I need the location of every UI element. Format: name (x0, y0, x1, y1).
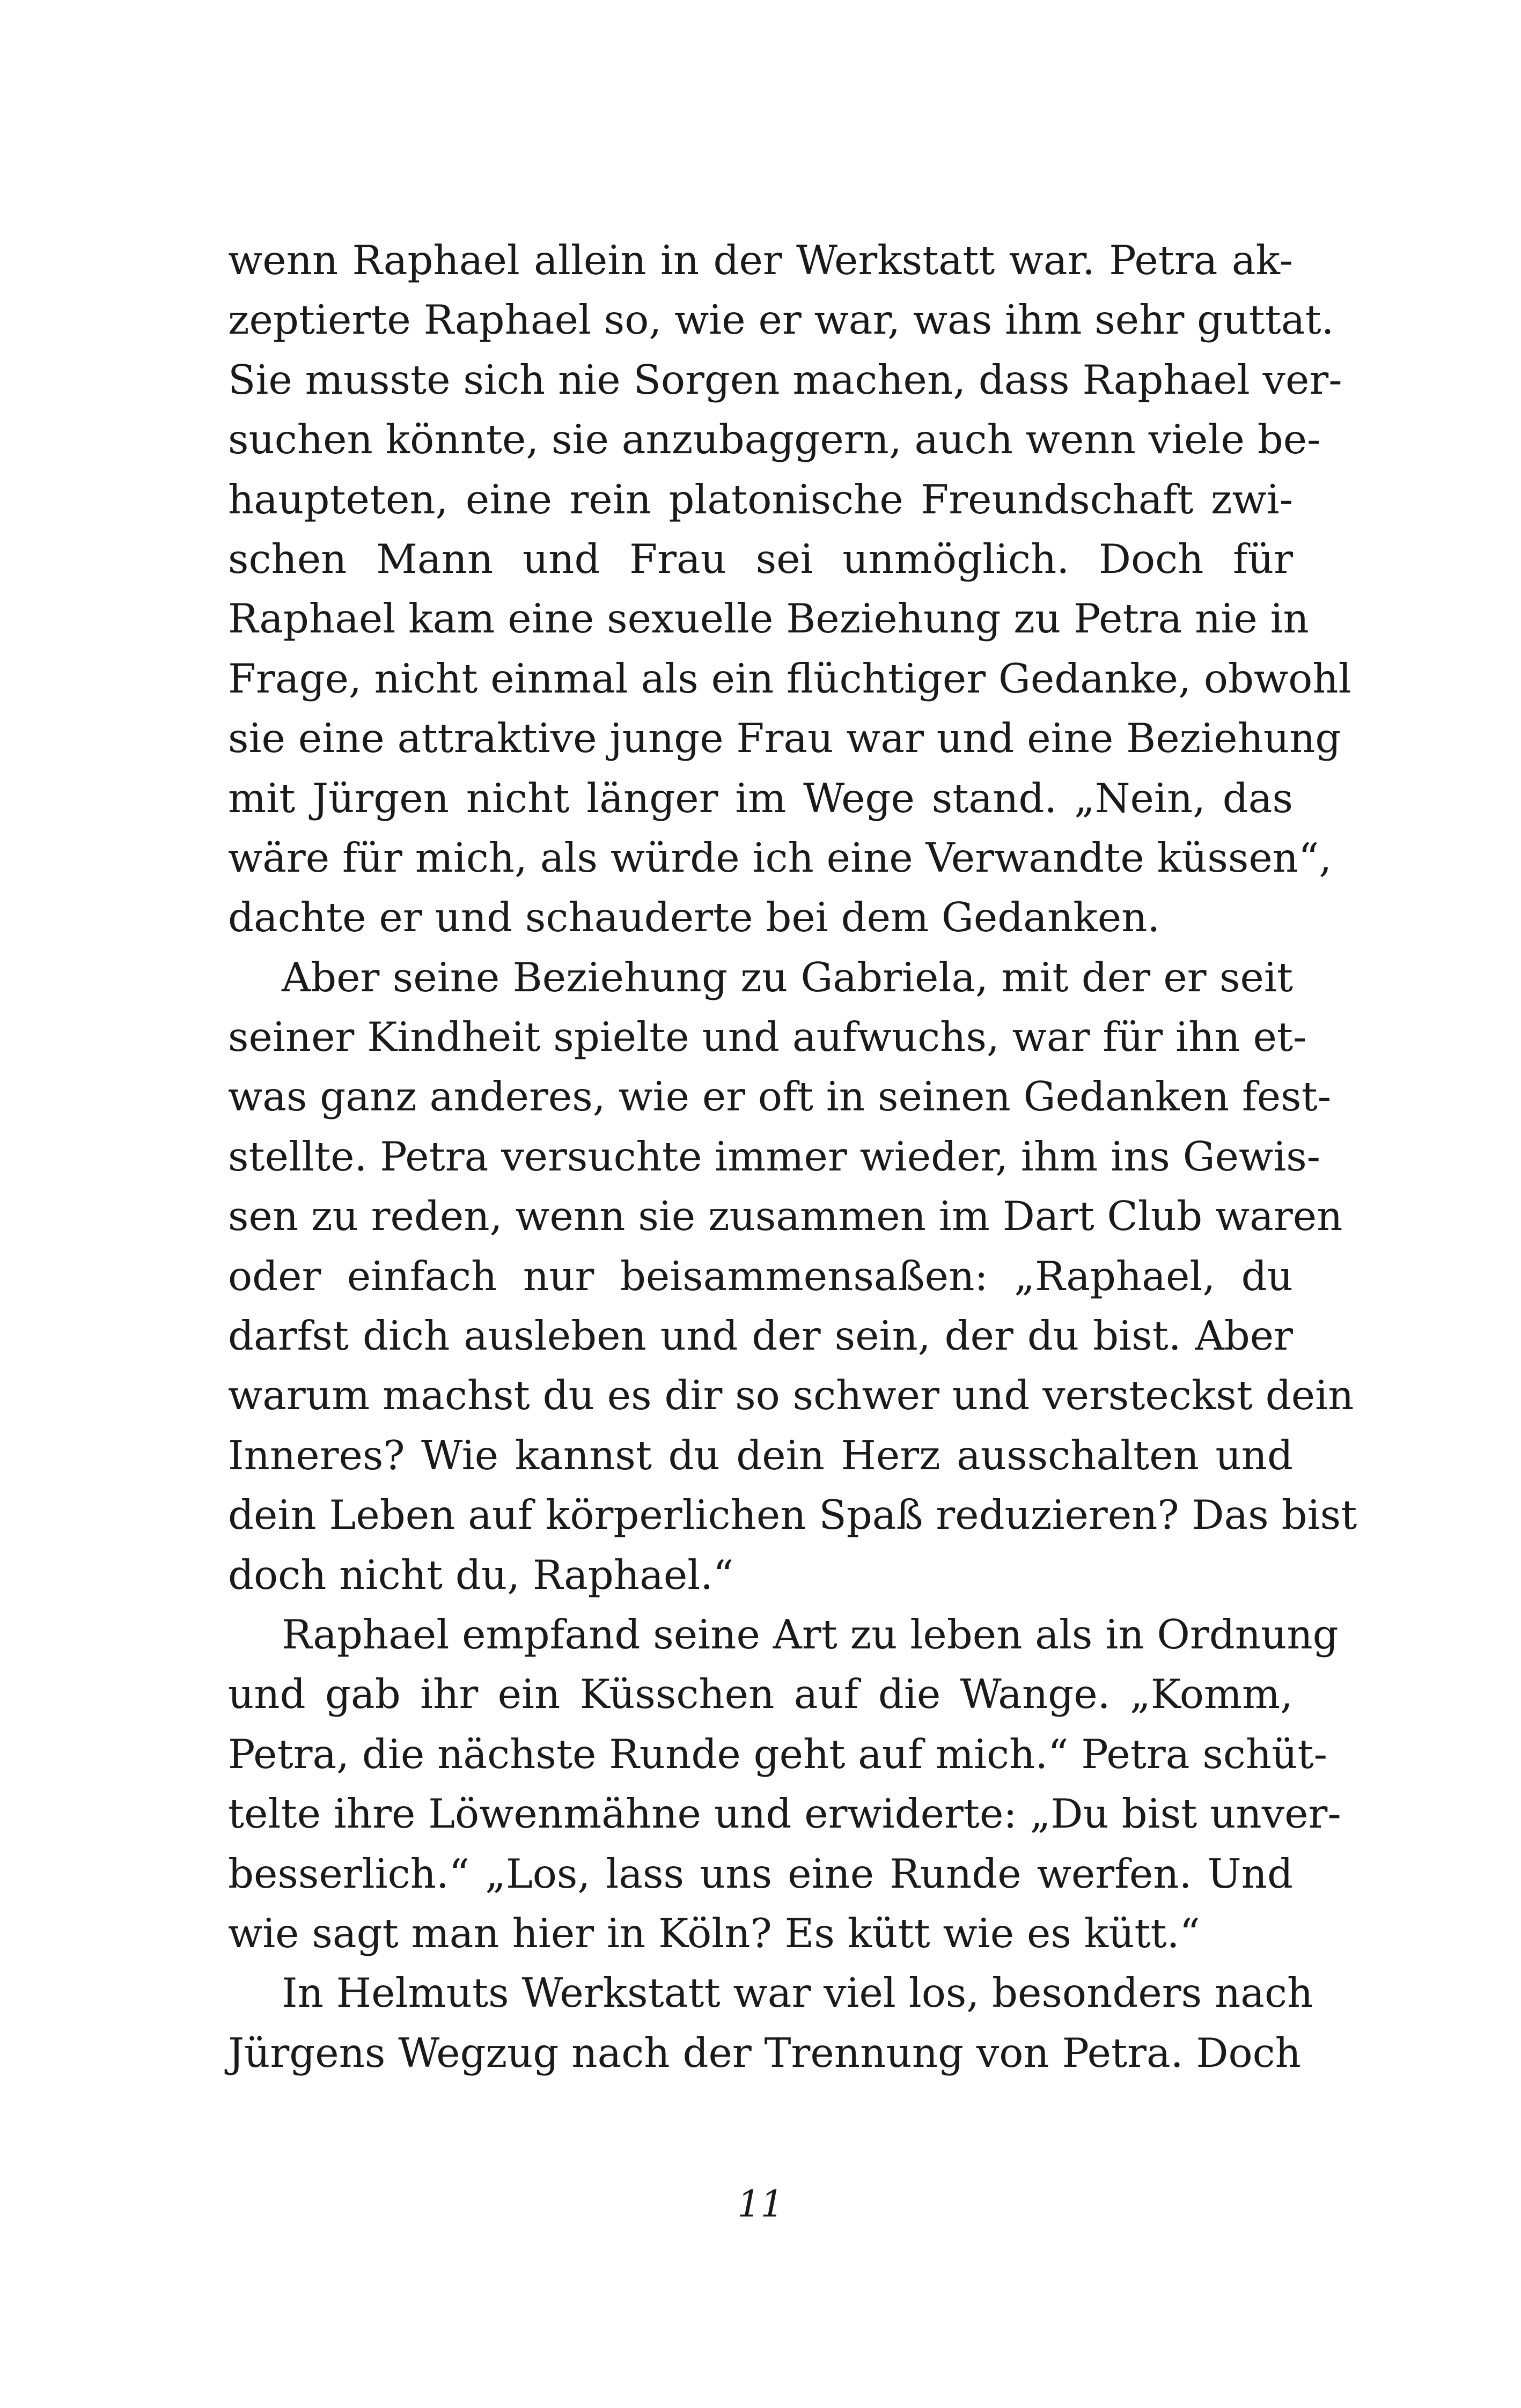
text-line: darfst dich ausleben und der sein, der du bist. Aber (228, 1312, 1293, 1360)
text-line: Jürgens Wegzug nach der Trennung von Petra. Doch (228, 2029, 1301, 2076)
text-line: Raphael kam eine sexuelle Beziehung zu Petra nie in (228, 595, 1309, 643)
text-line: sie eine attraktive junge Frau war und eine Beziehung (228, 715, 1341, 762)
text-line: suchen könnte, sie anzubaggern, auch wenn viele be- (228, 416, 1321, 463)
text-line: Aber seine Beziehung zu Gabriela, mit der er seit (282, 953, 1293, 1001)
text-line: wäre für mich, als würde ich eine Verwandte küssen“, (228, 834, 1332, 881)
text-line: Sie musste sich nie Sorgen machen, dass Raphael ver- (228, 356, 1342, 403)
text-line: Frage, nicht einmal als ein flüchtiger Gedanke, obwohl (228, 654, 1351, 702)
body-text (228, 231, 1357, 2083)
text-line: In Helmuts Werkstatt war viel los, besonders nach (282, 1969, 1313, 2017)
text-line: dein Leben auf körperlichen Spaß reduzieren? Das bist (228, 1491, 1357, 1539)
text-line: mit Jürgen nicht länger im Wege stand. „Nein, das (228, 774, 1293, 822)
text-line: Inneres? Wie kannst du dein Herz ausschalten und (228, 1431, 1293, 1479)
text-line: telte ihre Löwenmähne und erwiderte: „Du bist unver- (228, 1790, 1341, 1838)
text-line: schen Mann und Frau sei unmöglich. Doch für (228, 535, 1293, 583)
page-number: 11 (737, 2183, 784, 2226)
text-line: wenn Raphael allein in der Werkstatt war. Petra ak- (228, 237, 1293, 284)
text-line: Raphael empfand seine Art zu leben als in Ordnung (282, 1610, 1339, 1658)
text-line: besserlich.“ „Los, lass uns eine Runde werfen. Und (228, 1850, 1293, 1897)
text-line: und gab ihr ein Küsschen auf die Wange. „Komm, (228, 1670, 1293, 1718)
text-line: was ganz anderes, wie er oft in seinen Gedanken fest- (228, 1073, 1332, 1121)
text-line: Petra, die nächste Runde geht auf mich.“ Petra schüt- (228, 1730, 1327, 1778)
text-line: dachte er und schauderte bei dem Gedanken. (228, 894, 1160, 941)
text-line: seiner Kindheit spielte und aufwuchs, war für ihn et- (228, 1013, 1307, 1061)
text-line: oder einfach nur beisammensaßen: „Raphael, du (228, 1252, 1293, 1300)
text-line: stellte. Petra versuchte immer wieder, ihm ins Gewis- (228, 1132, 1321, 1180)
text-line: warum machst du es dir so schwer und versteckst dein (228, 1372, 1354, 1419)
text-line: wie sagt man hier in Köln? Es kütt wie es kütt.“ (228, 1909, 1200, 1957)
text-line: sen zu reden, wenn sie zusammen im Dart Club waren (228, 1192, 1343, 1240)
text-line: haupteten, eine rein platonische Freundschaft zwi- (228, 475, 1293, 523)
text-line: doch nicht du, Raphael.“ (228, 1551, 734, 1599)
text-line: zeptierte Raphael so, wie er war, was ihm sehr guttat. (228, 296, 1334, 344)
